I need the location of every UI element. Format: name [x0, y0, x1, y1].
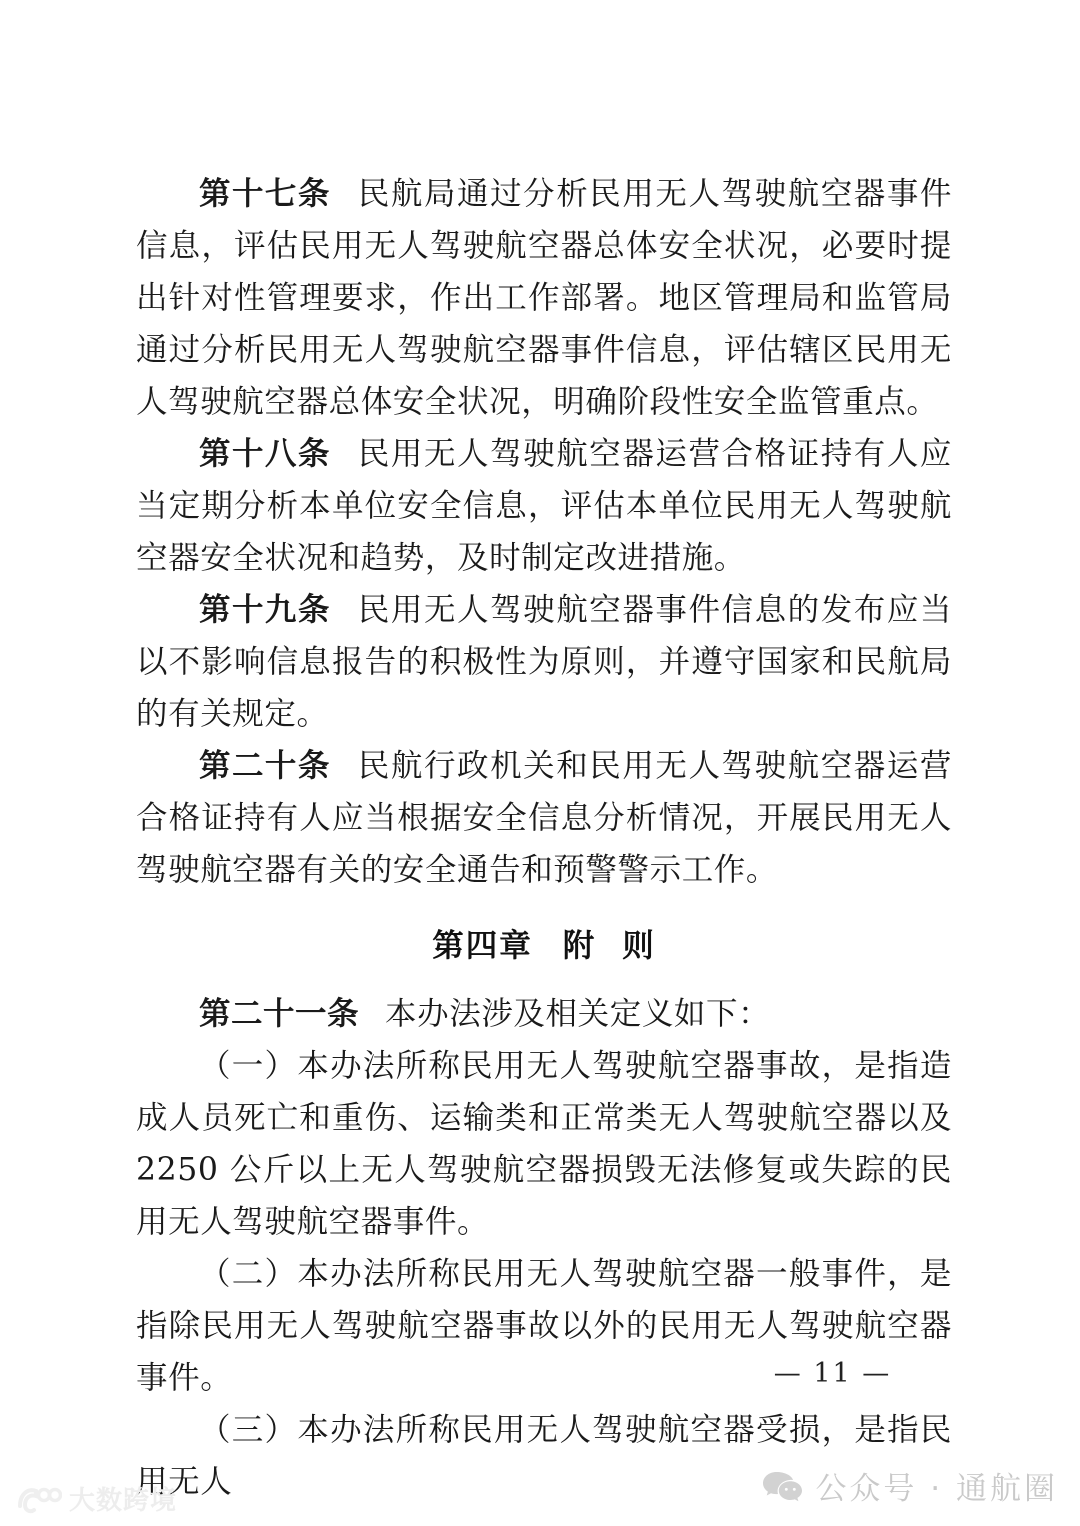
watermark-right-text: 公众号 · 通航圈: [815, 1470, 1058, 1507]
document-body: [136, 168, 952, 1508]
definition-marker: （一）: [199, 1048, 298, 1084]
wechat-icon: [761, 1470, 803, 1508]
article-text: 民用无人驾驶航空器事件信息的发布应当以不影响信息报告的积极性为原则，并遵守国家和民航局的有关规定。: [136, 592, 952, 732]
definition-text: 本办法所称民用无人驾驶航空器一般事件，是指除民用无人驾驶航空器事故以外的民用无人驾驶航空器事件。: [136, 1256, 952, 1396]
article-marker: 第二十一条: [199, 996, 360, 1032]
watermark-bottom-right: [761, 1470, 1058, 1508]
article-marker: 第二十条: [199, 748, 331, 784]
chapter-title-second: 则: [622, 928, 656, 964]
article-text: 本办法涉及相关定义如下：: [385, 996, 771, 1032]
article-text: 民航局通过分析民用无人驾驶航空器事件信息，评估民用无人驾驶航空器总体安全状况，必要时提出针对性管理要求，作出工作部署。地区管理局和监管局通过分析民用无人驾驶航空器事件信息，评估辖区民用无人驾驶航空器总体安全状况，明确阶段性安全监管重点。: [136, 176, 952, 420]
article-text: 民用无人驾驶航空器运营合格证持有人应当定期分析本单位安全信息，评估本单位民用无人驾驶航空器安全状况和趋势，及时制定改进措施。: [136, 436, 952, 576]
paragraph-article-17: [136, 168, 952, 428]
chapter-number: 第四章: [432, 928, 533, 964]
article-marker: 第十八条: [199, 436, 331, 472]
heading-bottom-spacer: [136, 972, 952, 988]
paragraph-article-20: [136, 740, 952, 896]
heading-top-spacer: [136, 896, 952, 920]
chapter-title-first: 附: [562, 928, 597, 964]
definition-marker: （二）: [199, 1256, 298, 1292]
definition-text: 本办法所称民用无人驾驶航空器受损，是指民用无人: [136, 1412, 952, 1500]
page-number: — 11 —: [773, 1358, 892, 1389]
article-marker: 第十九条: [199, 592, 331, 628]
article-text: 民航行政机关和民用无人驾驶航空器运营合格证持有人应当根据安全信息分析情况，开展民用无人驾驶航空器有关的安全通告和预警警示工作。: [136, 748, 952, 888]
paragraph-article-18: [136, 428, 952, 584]
chapter-heading: [136, 920, 952, 972]
paragraph-article-19: [136, 584, 952, 740]
paragraph-definition-1: [136, 1040, 952, 1248]
definition-text: 本办法所称民用无人驾驶航空器事故，是指造成人员死亡和重伤、运输类和正常类无人驾驶航空器以及 2250 公斤以上无人驾驶航空器损毁无法修复或失踪的民用无人驾驶航空器事件。: [136, 1048, 952, 1240]
dashu-logo-icon: [16, 1484, 62, 1518]
watermark-left-text: 大数跨境: [69, 1486, 178, 1516]
definition-marker: （三）: [199, 1412, 298, 1448]
watermark-bottom-left: [16, 1484, 177, 1518]
paragraph-article-21: [136, 988, 952, 1040]
article-marker: 第十七条: [199, 176, 331, 212]
